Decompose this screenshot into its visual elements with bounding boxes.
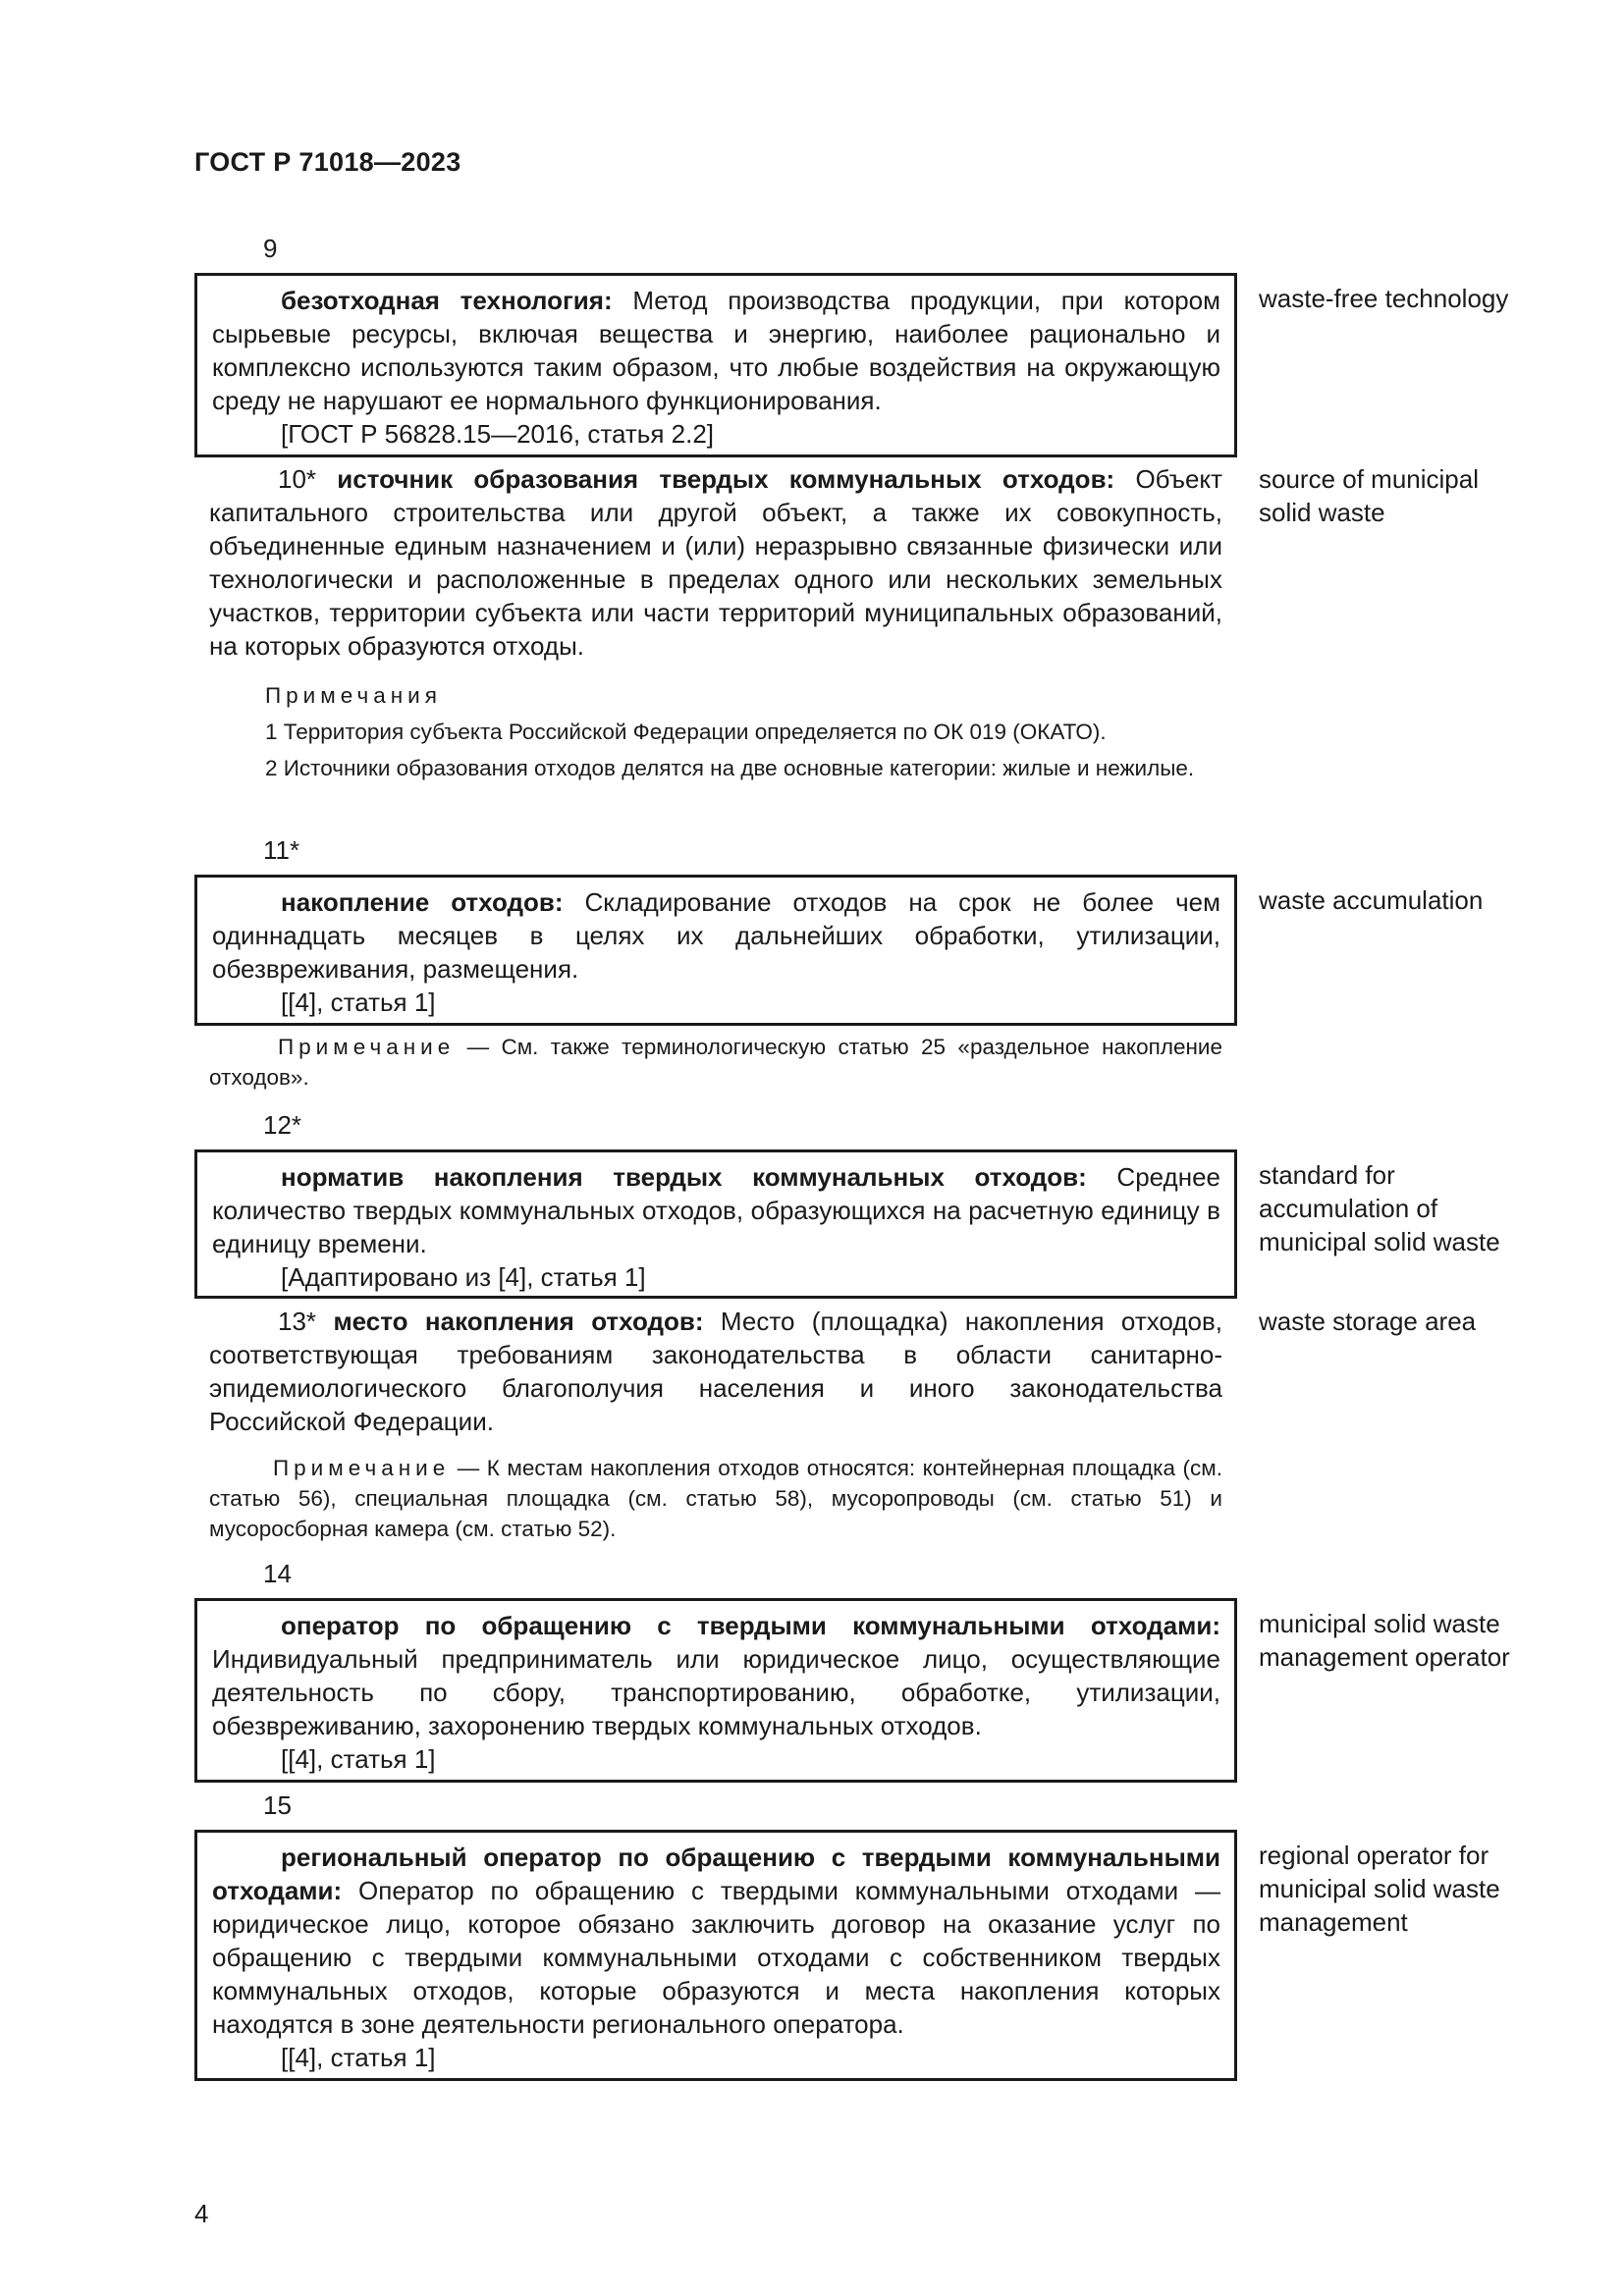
notes-heading: Примечания [265,683,442,708]
term: источник образования твердых коммунальных отходов: [337,464,1115,494]
entry [209,1305,1222,1438]
entry-number: 10* [278,464,317,494]
term: место накопления отходов: [333,1307,704,1336]
english-term: waste accumulation [1259,885,1484,915]
note-text: — См. также терминологическую статью 25 «раздельное накопление отходов». [209,1035,1222,1090]
entry-number: 13* [278,1307,317,1336]
entry-number: 12* [263,1110,302,1140]
term: оператор по обращению с твердыми коммунальными отходами: [281,1611,1220,1640]
term: накопление отходов: [281,887,564,917]
term: безотходная технология: [281,286,613,315]
definition-text: Индивидуальный предприниматель или юридическое лицо, осуществляющие деятельность по сбору, транспортированию, обработке, утилизации, обезвреживанию, захоронению твердых коммунальных отходов. [212,1644,1220,1740]
note [209,1032,1222,1093]
definition [197,284,1234,417]
entry [209,462,1222,663]
definition-text: Складирование отходов на срок не более чем одиннадцать месяцев в целях их дальнейших обработки, утилизации, обезвреживания, размещения. [212,887,1220,984]
entry-number: 11* [263,835,300,865]
source-reference: [ГОСТ Р 56828.15—2016, статья 2.2] [281,419,715,449]
definition [209,462,1222,663]
entry-number: 9 [263,234,278,263]
boxed-entry [194,1830,1237,2081]
english-term: waste-free technology [1259,284,1509,313]
note-text: — К местам накопления отходов относятся: контейнерная площадка (см. статью 56), специальная площадка (см. статью 58), мусоропроводы (см. статью 51) и мусоросборная камера (см. статью 52). [209,1456,1222,1541]
source-reference: [[4], статья 1] [281,2043,436,2072]
english-term: municipal solid waste management operator [1259,1609,1510,1672]
boxed-entry [194,1149,1237,1299]
definition-text: Место (площадка) накопления отходов, соответствующая требованиям законодательства в области санитарно-эпидемиологического благополучия населения и иного законодательства Российской Федерации. [209,1307,1222,1436]
definition [197,1160,1234,1260]
boxed-entry [194,273,1237,457]
entry-number: 14 [263,1559,292,1588]
definition [197,1841,1234,2041]
term: норматив накопления твердых коммунальных отходов: [281,1162,1087,1192]
boxed-entry [194,1598,1237,1783]
note-item: 1 Территория субъекта Российской Федерации определяется по ОК 019 (ОКАТО). [265,720,1107,744]
note-item: 2 Источники образования отходов делятся на две основные категории: жилые и нежилые. [265,756,1195,780]
source-reference: [[4], статья 1] [281,988,436,1017]
english-term: standard for accumulation of municipal solid waste [1259,1160,1500,1256]
term: региональный оператор по обращению с твердыми коммунальными отходами: [212,1842,1220,1905]
english-term: source of municipal solid waste [1259,464,1479,527]
definition-text: Среднее количество твердых коммунальных отходов, образующихся на расчетную единицу в единицу времени. [212,1162,1220,1258]
note-label: Примечание [278,1035,456,1059]
definition-text: Оператор по обращению с твердыми коммунальными отходами — юридическое лицо, которое обязано заключить договор на оказание услуг по обращению с твердыми коммунальными отходами с собственником твердых коммунальных отходов, которые образуются и места накопления которых находятся в зоне деятельности регионального оператора. [212,1876,1220,2039]
note [209,1453,1222,1544]
definition [209,1305,1222,1438]
entry-number: 15 [263,1790,292,1820]
definition [197,1609,1234,1742]
boxed-entry [194,875,1237,1026]
english-term: regional operator for municipal solid waste management [1259,1841,1500,1937]
page-number: 4 [194,2199,209,2228]
definition-text: Метод производства продукции, при котором сырьевые ресурсы, включая вещества и энергию, наиболее рационально и комплексно используются таким образом, что любые воздействия на окружающую среду не нарушают ее нормального функционирования. [212,286,1220,415]
document-header: ГОСТ Р 71018—2023 [194,147,461,177]
definition [197,885,1234,986]
source-reference: [Адаптировано из [4], статья 1] [281,1262,646,1292]
note-label: Примечание [273,1456,451,1480]
english-term: waste storage area [1259,1307,1477,1336]
definition-text: Объект капитального строительства или другой объект, а также их совокупность, объединенные единым назначением и (или) неразрывно связанные физически или технологически и расположенные в пределах одного или нескольких земельных участков, территории субъекта или части территорий муниципальных образований, на которых образуются отходы. [209,464,1222,661]
source-reference: [[4], статья 1] [281,1744,436,1774]
